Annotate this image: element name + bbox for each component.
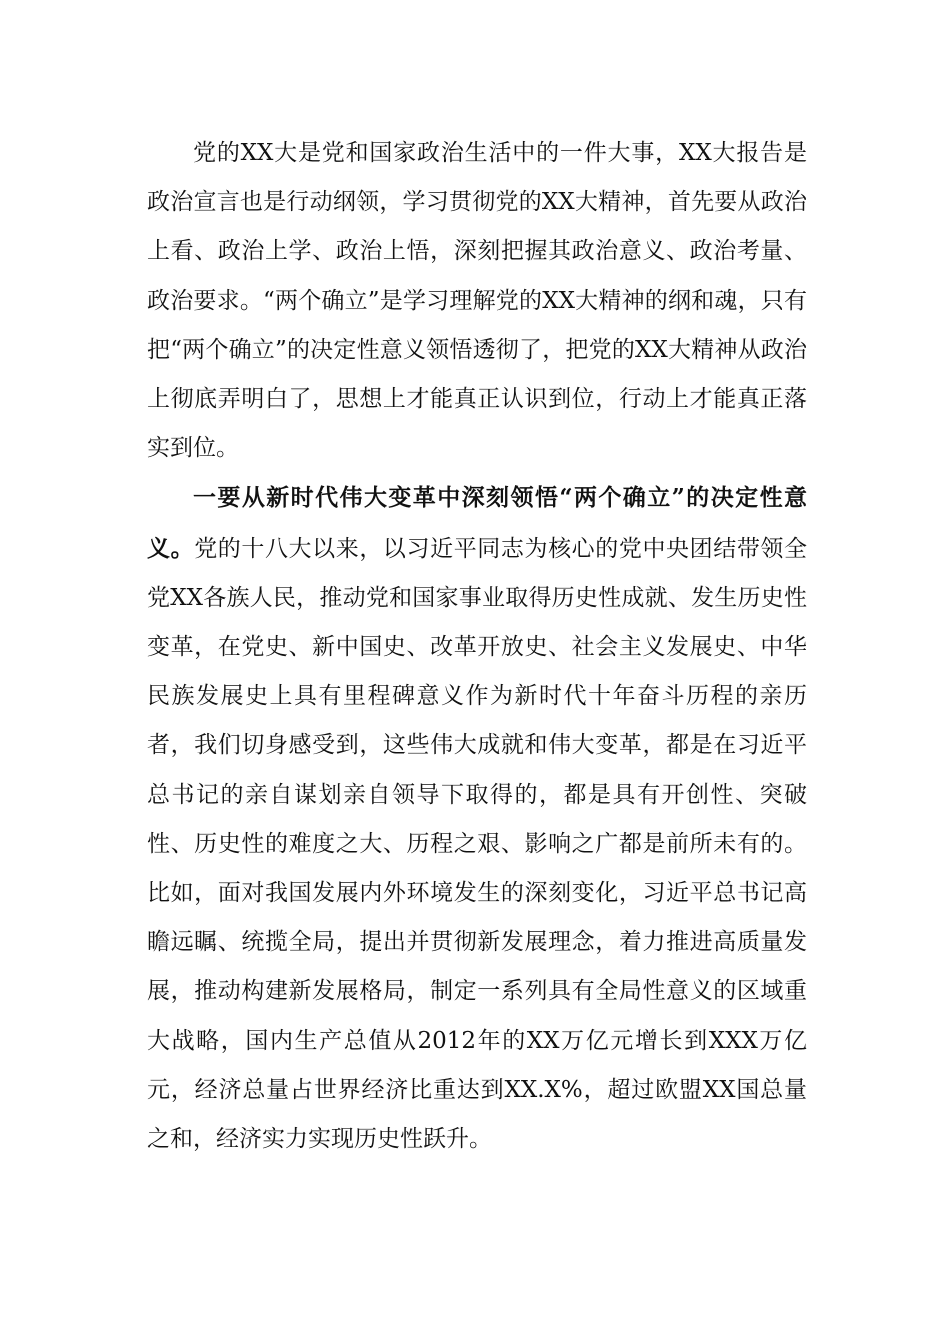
paragraph-intro: [147, 128, 807, 473]
paragraph-body: 党的XX大是党和国家政治生活中的一件大事，XX大报告是政治宣言也是行动纲领，学习贯彻党的XX大精神，首先要从政治上看、政治上学、政治上悟，深刻把握其政治意义、政治考量、政治要求。“两个确立”是学习理解党的XX大精神的纲和魂，只有把“两个确立”的决定性意义领悟透彻了，把党的XX大精神从政治上彻底弄明白了，思想上才能真正认识到位，行动上才能真正落实到位。: [147, 140, 807, 462]
paragraph-lead: 一要从新时代伟大变革中深刻领悟“两个确立”的决定性意义。: [147, 484, 807, 562]
paragraph-point-one: [147, 473, 807, 1164]
paragraph-body: 党的十八大以来，以习近平同志为核心的党中央团结带领全党XX各族人民，推动党和国家事业取得历史性成就、发生历史性变革，在党史、新中国史、改革开放史、社会主义发展史、中华民族发展史上具有里程碑意义作为新时代十年奋斗历程的亲历者，我们切身感受到，这些伟大成就和伟大变革，都是在习近平总书记的亲自谋划亲自领导下取得的，都是具有开创性、突破性、历史性的难度之大、历程之艰、影响之广都是前所未有的。比如，面对我国发展内外环境发生的深刻变化，习近平总书记高瞻远瞩、统揽全局，提出并贯彻新发展理念，着力推进高质量发展，推动构建新发展格局，制定一系列具有全局性意义的区域重大战略，国内生产总值从2012年的XX万亿元增长到XXX万亿元，经济总量占世界经济比重达到XX.X%，超过欧盟XX国总量之和，经济实力实现历史性跃升。: [147, 535, 808, 1153]
document-body: [147, 128, 807, 1164]
